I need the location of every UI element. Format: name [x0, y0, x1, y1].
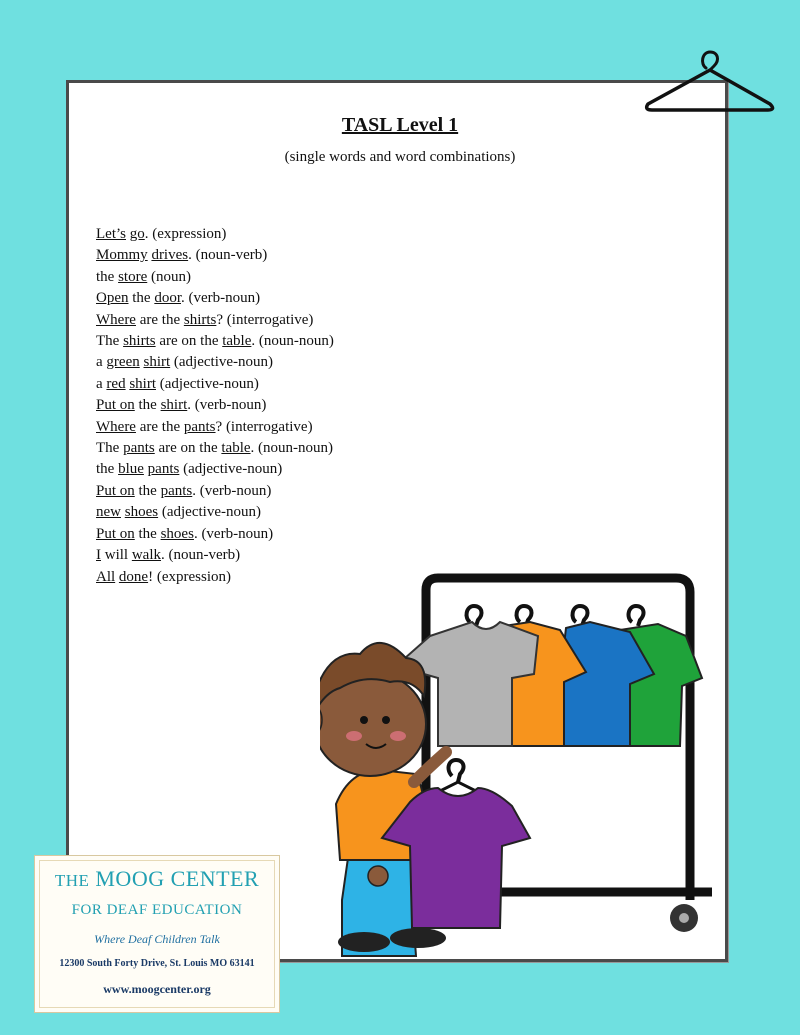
key-word: shoes: [160, 525, 194, 542]
key-word: pants: [160, 482, 193, 499]
phrase-text: . (verb-noun): [193, 525, 274, 542]
phrase-text: the: [134, 482, 161, 499]
phrase-text: . (verb-noun): [187, 397, 267, 414]
phrase-text: the: [134, 525, 161, 542]
key-word: shoes: [124, 504, 159, 521]
key-word: Put on: [96, 397, 135, 414]
logo-address: 12300 South Forty Drive, St. Louis MO 63141: [59, 958, 255, 969]
phrase-line: [96, 352, 334, 373]
logo-subtitle: FOR DEAF EDUCATION: [71, 902, 243, 918]
key-word: Open: [96, 290, 129, 307]
phrase-line: [96, 459, 334, 480]
key-word: Where: [96, 311, 136, 328]
phrase-line: [96, 374, 334, 395]
phrase-line: [96, 331, 334, 352]
key-word: door: [154, 290, 181, 307]
phrase-text: will: [101, 547, 132, 564]
key-word: pants: [147, 461, 180, 478]
key-word: Mommy: [96, 247, 148, 264]
phrase-text: The: [96, 333, 124, 350]
phrase-line: [96, 245, 334, 266]
phrase-line: [96, 417, 334, 438]
phrase-text: are the: [135, 311, 184, 328]
phrase-text: the: [128, 290, 155, 307]
phrase-text: ! (expression): [148, 568, 231, 585]
key-word: blue: [118, 461, 144, 478]
key-word: shirt: [143, 354, 171, 371]
key-word: pants: [123, 440, 155, 457]
phrase-line: [96, 267, 334, 288]
logo-website: www.moogcenter.org: [103, 982, 211, 996]
key-word: All: [96, 568, 116, 585]
phrase-text: (adjective-noun): [170, 354, 274, 371]
key-word: pants: [183, 418, 216, 435]
page-subtitle: (single words and word combinations): [284, 149, 516, 165]
key-word: Where: [96, 418, 136, 435]
phrase-text: . (noun-noun): [250, 440, 334, 457]
key-word: store: [118, 268, 148, 285]
key-word: shirt: [160, 397, 188, 414]
phrase-text: . (verb-noun): [181, 290, 261, 307]
logo-title: THE MOOG CENTER: [54, 866, 260, 891]
phrase-line: [96, 310, 334, 331]
phrase-text: are on the: [154, 440, 222, 457]
phrase-line: [96, 438, 334, 459]
phrase-text: are the: [135, 418, 184, 435]
phrase-line: [96, 288, 334, 309]
key-word: table: [221, 440, 251, 457]
phrase-text: the: [96, 268, 119, 285]
key-word: done: [118, 568, 149, 585]
key-word: Put on: [96, 482, 135, 499]
phrase-text: a: [96, 375, 107, 392]
phrase-text: (adjective-noun): [179, 461, 283, 478]
phrase-text: (adjective-noun): [156, 375, 259, 392]
phrase-text: (adjective-noun): [158, 504, 261, 521]
phrase-list: [96, 224, 334, 588]
phrase-text: . (noun-verb): [188, 247, 268, 264]
phrase-text: are on the: [155, 333, 223, 350]
phrase-line: [96, 481, 334, 502]
key-word: walk: [131, 547, 162, 564]
phrase-text: the: [96, 461, 119, 478]
phrase-text: ? (interrogative): [216, 311, 314, 328]
phrase-line: [96, 395, 334, 416]
phrase-line: [96, 524, 334, 545]
phrase-line: [96, 224, 334, 245]
key-word: red: [106, 375, 126, 392]
key-word: drives: [151, 247, 189, 264]
phrase-line: [96, 545, 334, 566]
phrase-text: ? (interrogative): [215, 418, 313, 435]
phrase-text: . (verb-noun): [192, 482, 272, 499]
key-word: I: [96, 547, 101, 564]
hanger-icon: [640, 46, 780, 118]
phrase-text: . (noun-noun): [251, 333, 334, 350]
phrase-text: (noun): [147, 268, 191, 285]
key-word: shirt: [129, 375, 156, 392]
phrase-text: . (noun-verb): [161, 547, 241, 564]
phrase-line: [96, 567, 334, 588]
key-word: new: [96, 504, 121, 521]
phrase-line: [96, 502, 334, 523]
logo-tagline: Where Deaf Children Talk: [94, 932, 220, 946]
page-title: TASL Level 1: [341, 114, 459, 136]
key-word: Let’s: [96, 226, 126, 242]
key-word: Put on: [96, 525, 135, 542]
key-word: table: [222, 333, 252, 350]
phrase-text: . (expression): [144, 226, 227, 242]
key-word: go: [129, 226, 145, 242]
moog-center-logo: [34, 855, 280, 1013]
key-word: green: [106, 354, 140, 371]
phrase-text: a: [96, 354, 107, 371]
phrase-text: The: [96, 440, 124, 457]
key-word: shirts: [183, 311, 217, 328]
key-word: shirts: [123, 333, 156, 350]
phrase-text: the: [134, 397, 161, 414]
clothes-rack-illustration: [320, 570, 720, 960]
